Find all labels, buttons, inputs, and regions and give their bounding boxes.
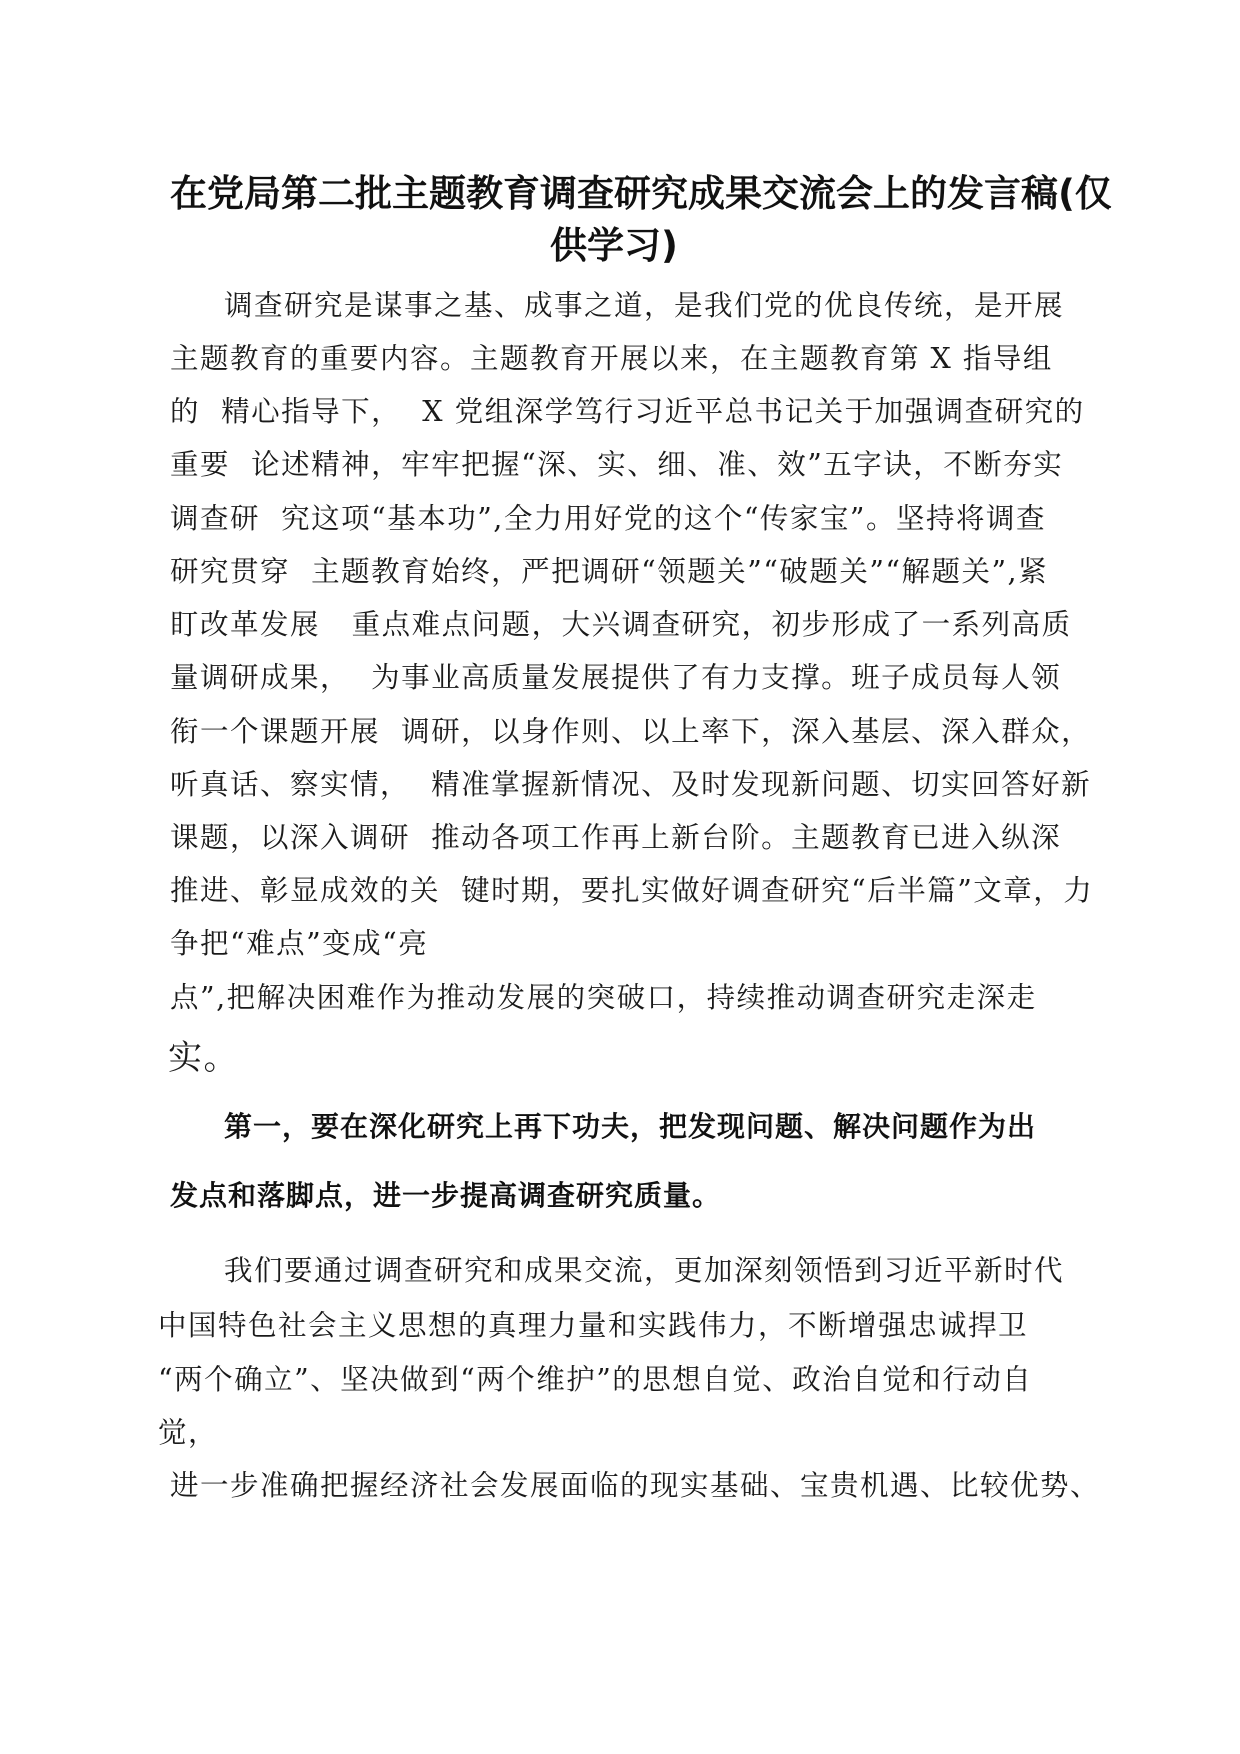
intro-line-10: 听真话、察实情， 精准掌握新情况、及时发现新问题、切实回答好新	[170, 768, 1092, 801]
section1-body-line-1: 我们要通过调查研究和成果交流，更加深刻领悟到习近平新时代	[224, 1254, 1065, 1287]
intro-line-15: 实。	[168, 1038, 239, 1078]
document-title-line-2: 供学习)	[550, 224, 678, 267]
document-title-line-1: 在党局第二批主题教育调查研究成果交流会上的发言稿(仅	[170, 172, 1112, 215]
intro-line-7: 盯改革发展 重点难点问题，大兴调查研究，初步形成了一系列高质	[170, 608, 1072, 641]
intro-line-5: 调查研 究这项“基本功”,全力用好党的这个“传家宝”。坚持将调查	[170, 502, 1046, 535]
intro-line-12: 推进、彰显成效的关 键时期，要扎实做好调查研究“后半篇”文章，力	[170, 874, 1094, 907]
intro-line-8: 量调研成果， 为事业高质量发展提供了有力支撑。班子成员每人领	[170, 661, 1062, 694]
section1-body-line-5: 进一步准确把握经济社会发展面临的现实基础、宝贵机遇、比较优势、	[170, 1469, 1101, 1502]
intro-line-3: 的 精心指导下， X 党组深学笃行习近平总书记关于加强调查研究的	[170, 395, 1085, 428]
intro-line-6: 研究贯穿 主题教育始终，严把调研“领题关”“破题关”“解题关”,紧	[170, 555, 1049, 588]
section1-body-line-4: 觉，	[158, 1416, 219, 1449]
intro-line-14: 点”,把解决困难作为推动发展的突破口，持续推动调查研究走深走	[170, 981, 1037, 1014]
intro-line-1: 调查研究是谋事之基、成事之道，是我们党的优良传统，是开展	[224, 289, 1065, 322]
section1-body-line-2: 中国特色社会主义思想的真理力量和实践伟力，不断增强忠诚捍卫	[158, 1309, 1029, 1342]
intro-line-11: 课题，以深入调研 推动各项工作再上新台阶。主题教育已进入纵深	[170, 821, 1062, 854]
section1-body-line-3: “两个确立”、坚决做到“两个维护”的思想自觉、政治自觉和行动自	[158, 1363, 1033, 1396]
intro-line-4: 重要 论述精神，牢牢把握“深、实、细、准、效”五字诀，不断夯实	[170, 448, 1064, 481]
intro-line-2: 主题教育的重要内容。主题教育开展以来，在主题教育第 X 指导组	[170, 342, 1053, 375]
section1-heading-line-2: 发点和落脚点，进一步提高调查研究质量。	[170, 1179, 722, 1212]
intro-line-9: 衔一个课题开展 调研，以身作则、以上率下，深入基层、深入群众，	[170, 715, 1092, 748]
section1-heading-line-1: 第一，要在深化研究上再下功夫，把发现问题、解决问题作为出	[224, 1110, 1037, 1143]
intro-line-13: 争把“难点”变成“亮	[170, 927, 429, 960]
